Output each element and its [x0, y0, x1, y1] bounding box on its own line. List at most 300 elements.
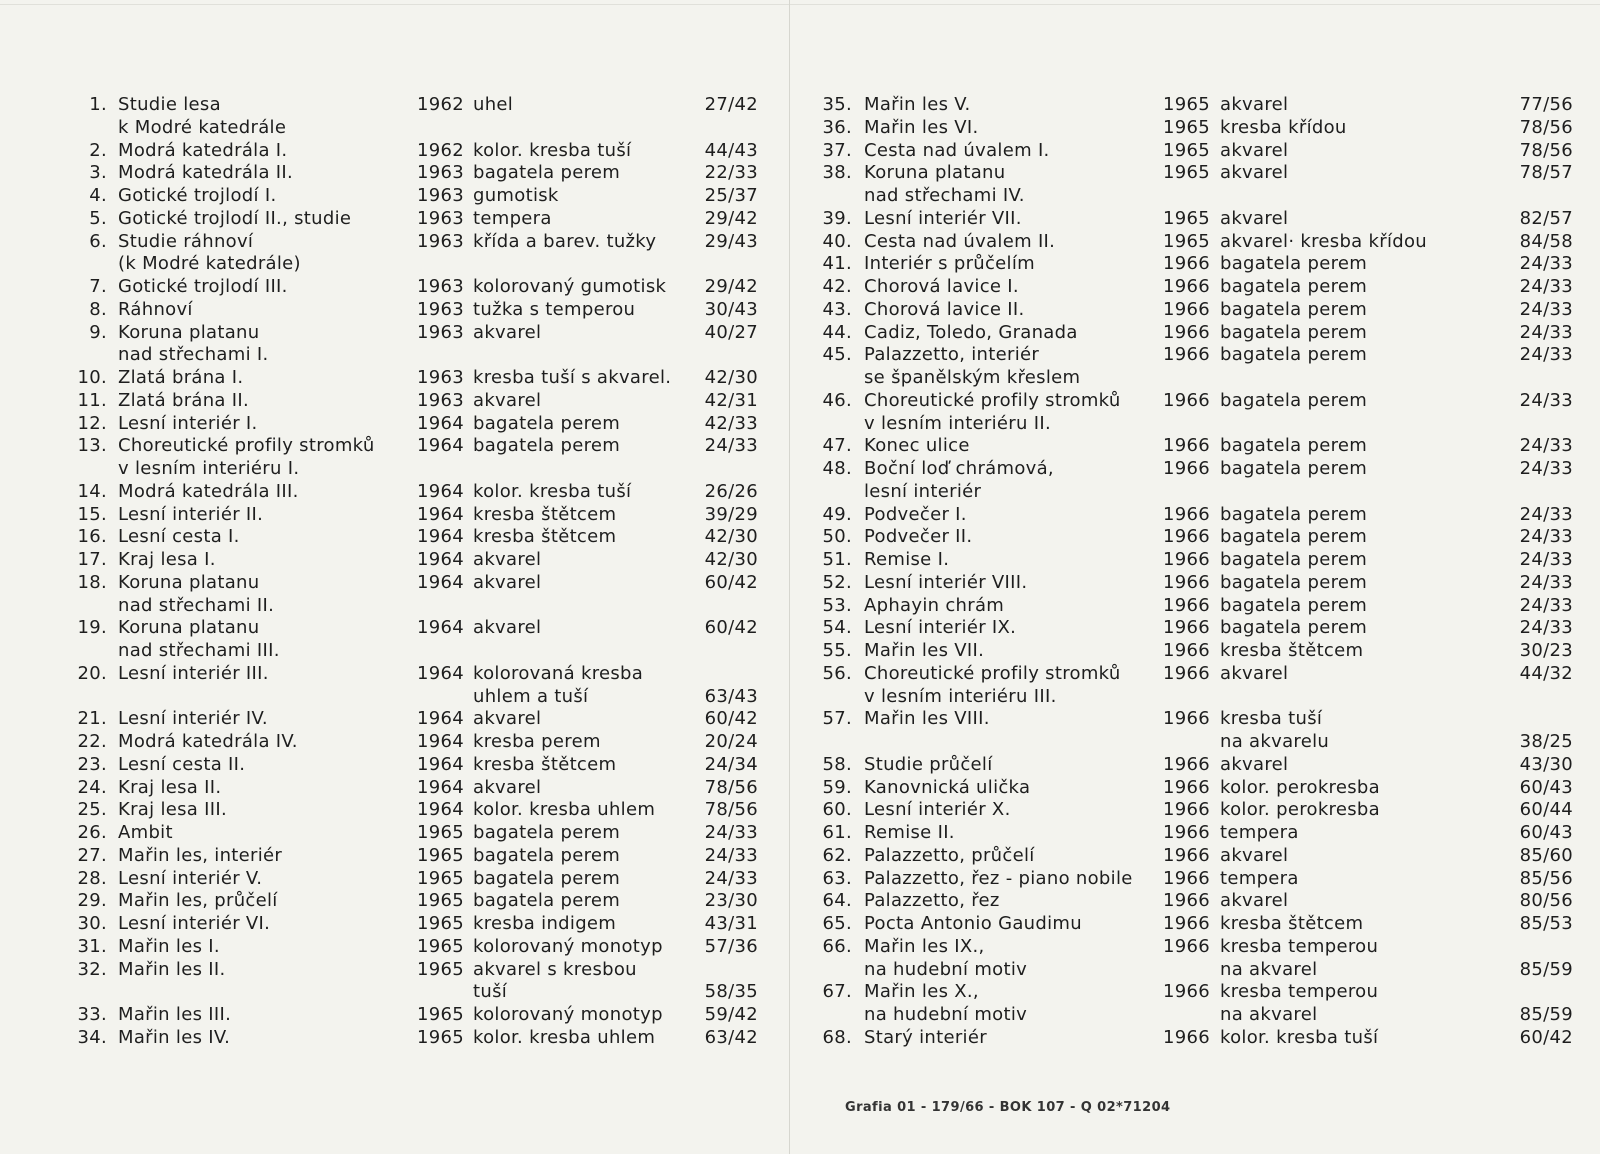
entry-technique: kresba štětcem	[1220, 913, 1364, 934]
entry-title: Choreutické profily stromků	[864, 389, 1121, 411]
entry-size: 78/56	[1519, 116, 1573, 138]
entry-year: 1966	[1163, 549, 1211, 570]
entry-title: Modrá katedrála II.	[118, 162, 294, 184]
entry-title: na hudební motiv	[864, 958, 1028, 980]
entry-title: Chorová lavice II.	[864, 298, 1025, 320]
entry-technique: akvarel	[1220, 139, 1289, 161]
entry-number: 27.	[77, 844, 107, 866]
entry-size: 42/30	[704, 526, 758, 548]
entry-title: Palazzetto, průčelí	[864, 844, 1035, 866]
entry-title: Kraj lesa III.	[118, 799, 228, 821]
entry-year: 1966	[1163, 321, 1211, 343]
entry-year: 1966	[1163, 503, 1211, 525]
entry-year: 1964	[417, 526, 465, 548]
entry-number: 63.	[822, 867, 852, 889]
entry-year: 1966	[1163, 594, 1211, 616]
entry-size: 24/33	[1519, 389, 1573, 411]
entry-title: Remise I.	[864, 549, 950, 570]
entry-number: 25.	[77, 799, 107, 821]
entry-number: 61.	[822, 822, 852, 843]
entry-title: Choreutické profily stromků	[118, 435, 375, 457]
entry-year: 1966	[1163, 571, 1211, 593]
entry-number: 34.	[77, 1026, 107, 1048]
entry-size: 29/42	[704, 276, 758, 297]
entry-number: 44.	[822, 321, 852, 343]
entry-technique: akvarel s kresbou	[473, 958, 637, 980]
entry-year: 1966	[1163, 389, 1211, 411]
entry-number: 56.	[822, 662, 852, 684]
entry-number: 8.	[89, 298, 107, 320]
page-fold	[789, 0, 790, 1154]
entry-title: Mařin les I.	[118, 935, 220, 957]
entry-year: 1965	[417, 867, 465, 889]
entry-year: 1963	[417, 162, 465, 184]
entry-year: 1964	[417, 776, 465, 798]
entry-technique: kolorovaná kresba	[473, 662, 644, 684]
entry-number: 46.	[822, 389, 852, 411]
entry-title: Mařin les VII.	[864, 640, 985, 661]
entry-title: Choreutické profily stromků	[864, 662, 1121, 684]
entry-size: 24/33	[1519, 344, 1573, 366]
entry-number: 47.	[822, 435, 852, 457]
entry-number: 53.	[822, 594, 852, 616]
entry-size: 24/33	[1519, 617, 1573, 639]
entry-year: 1964	[417, 435, 465, 457]
entry-technique: akvarel· kresba křídou	[1220, 230, 1427, 252]
entry-technique: bagatela perem	[473, 412, 621, 434]
entry-size: 77/56	[1519, 94, 1573, 115]
entry-title: lesní interiér	[864, 480, 982, 502]
entry-year: 1965	[417, 1004, 465, 1025]
entry-technique: kresba štětcem	[473, 526, 617, 548]
entry-year: 1964	[417, 708, 465, 730]
entry-size: 78/56	[1519, 139, 1573, 161]
entry-number: 45.	[822, 344, 852, 366]
entry-title: Lesní interiér VI.	[118, 913, 271, 934]
entry-technique: tempera	[1220, 822, 1299, 843]
entry-title: Gotické trojlodí II., studie	[118, 207, 352, 229]
entry-technique: kolorovaný monotyp	[473, 935, 663, 957]
entry-size: 78/56	[704, 799, 758, 821]
entry-year: 1966	[1163, 253, 1211, 275]
entry-number: 57.	[822, 708, 852, 730]
entry-year: 1963	[417, 298, 465, 320]
entry-title: Konec ulice	[864, 435, 970, 457]
entry-technique: akvarel	[473, 321, 542, 343]
entry-number: 7.	[89, 276, 107, 297]
entry-year: 1966	[1163, 617, 1211, 639]
entry-year: 1965	[1163, 116, 1211, 138]
entry-number: 22.	[77, 731, 107, 752]
entry-size: 82/57	[1519, 207, 1573, 229]
entry-technique: bagatela perem	[1220, 594, 1368, 616]
entry-title: Aphayin chrám	[864, 594, 1005, 616]
entry-technique: bagatela perem	[1220, 549, 1368, 570]
entry-title: Modrá katedrála I.	[118, 139, 288, 161]
entry-size: 85/56	[1519, 867, 1573, 889]
entry-title: Lesní interiér VIII.	[864, 571, 1028, 593]
entry-title: Lesní cesta II.	[118, 753, 246, 775]
entry-number: 50.	[822, 526, 852, 548]
entry-size: 24/33	[704, 822, 758, 843]
entry-year: 1964	[417, 571, 465, 593]
entry-title: v lesním interiéru II.	[864, 412, 1051, 434]
entry-size: 24/33	[1519, 276, 1573, 297]
entry-size: 20/24	[704, 731, 758, 752]
entry-size: 27/42	[704, 94, 758, 115]
entry-number: 29.	[77, 890, 107, 912]
entry-size: 30/43	[704, 298, 758, 320]
entry-title: (k Modré katedrále)	[118, 253, 301, 275]
entry-title: Palazzetto, interiér	[864, 344, 1040, 366]
entry-title: Cesta nad úvalem II.	[864, 230, 1056, 252]
entry-technique: tempera	[1220, 867, 1299, 889]
entry-number: 6.	[89, 230, 107, 252]
entry-technique: uhel	[473, 94, 514, 115]
entry-technique: bagatela perem	[1220, 389, 1368, 411]
entry-title: Ráhnoví	[118, 298, 193, 320]
entry-title: Palazzetto, řez	[864, 890, 1000, 912]
entry-technique: kresba temperou	[1220, 935, 1379, 957]
left-page	[0, 0, 790, 1154]
entry-number: 67.	[822, 981, 852, 1003]
entry-technique: bagatela perem	[1220, 298, 1368, 320]
entry-title: Lesní interiér V.	[118, 867, 263, 889]
entry-technique: akvarel	[473, 617, 542, 639]
entry-title: v lesním interiéru I.	[118, 458, 300, 479]
entry-title: Mařin les, průčelí	[118, 890, 278, 912]
entry-title: Mařin les II.	[118, 958, 226, 980]
entry-number: 15.	[77, 503, 107, 525]
entry-technique: kolor. kresba tuší	[1220, 1026, 1379, 1048]
entry-number: 12.	[77, 412, 107, 434]
entry-size: 24/33	[1519, 298, 1573, 320]
entry-year: 1966	[1163, 844, 1211, 866]
entry-number: 9.	[89, 321, 107, 343]
entry-year: 1965	[1163, 230, 1211, 252]
entry-size: 63/42	[704, 1026, 758, 1048]
entry-technique: bagatela perem	[1220, 458, 1368, 479]
entry-size: 44/32	[1519, 662, 1573, 684]
entry-year: 1966	[1163, 458, 1211, 479]
entry-year: 1964	[417, 753, 465, 775]
entry-technique: kresba temperou	[1220, 981, 1379, 1003]
entry-title: Koruna platanu	[118, 321, 260, 343]
entry-size: 85/59	[1519, 1004, 1573, 1025]
entry-title: Modrá katedrála III.	[118, 480, 299, 502]
entry-number: 13.	[77, 435, 107, 457]
entry-year: 1966	[1163, 526, 1211, 548]
entry-title: Mařin les IV.	[118, 1026, 231, 1048]
entry-number: 38.	[822, 162, 852, 184]
entry-year: 1964	[417, 412, 465, 434]
entry-year: 1963	[417, 276, 465, 297]
entry-size: 23/30	[704, 890, 758, 912]
entry-title: nad střechami III.	[118, 640, 280, 661]
entry-year: 1965	[417, 913, 465, 934]
entry-year: 1966	[1163, 435, 1211, 457]
entry-size: 60/42	[704, 708, 758, 730]
entry-title: Palazzetto, řez - piano nobile	[864, 867, 1133, 889]
entry-title: Koruna platanu	[864, 162, 1006, 184]
entry-title: Mařin les X.,	[864, 981, 979, 1003]
entry-year: 1964	[417, 731, 465, 752]
entry-size: 43/31	[704, 913, 758, 934]
entry-title: Studie lesa	[118, 94, 221, 115]
entry-number: 26.	[77, 822, 107, 843]
entry-title: se španělským křeslem	[864, 367, 1081, 388]
entry-size: 24/33	[1519, 435, 1573, 457]
entry-number: 64.	[822, 890, 852, 912]
entry-size: 78/56	[704, 776, 758, 798]
entry-size: 60/42	[1519, 1026, 1573, 1048]
entry-technique: bagatela perem	[1220, 571, 1368, 593]
entry-number: 37.	[822, 139, 852, 161]
entry-year: 1966	[1163, 867, 1211, 889]
entry-number: 54.	[822, 617, 852, 639]
entry-year: 1965	[1163, 207, 1211, 229]
entry-title: Studie ráhnoví	[118, 230, 254, 252]
entry-size: 60/43	[1519, 776, 1573, 798]
entry-technique: bagatela perem	[1220, 526, 1368, 548]
entry-technique: kresba štětcem	[1220, 640, 1364, 661]
entry-year: 1963	[417, 389, 465, 411]
entry-number: 18.	[77, 571, 107, 593]
entry-number: 31.	[77, 935, 107, 957]
entry-year: 1966	[1163, 1026, 1211, 1048]
entry-technique: bagatela perem	[473, 844, 621, 866]
entry-size: 80/56	[1519, 890, 1573, 912]
entry-size: 24/33	[1519, 594, 1573, 616]
entry-size: 85/60	[1519, 844, 1573, 866]
entry-number: 62.	[822, 844, 852, 866]
entry-size: 30/23	[1519, 640, 1573, 661]
entry-title: nad střechami IV.	[864, 185, 1025, 206]
entry-size: 22/33	[704, 162, 758, 184]
entry-year: 1965	[1163, 139, 1211, 161]
entry-technique: kresba tuší	[1220, 708, 1323, 730]
entry-number: 39.	[822, 207, 852, 229]
entry-size: 24/33	[1519, 526, 1573, 548]
entry-technique: kresba indigem	[473, 913, 617, 934]
entry-technique: kresba perem	[473, 731, 601, 752]
entry-number: 43.	[822, 298, 852, 320]
entry-technique: kresba křídou	[1220, 116, 1347, 138]
entry-title: Kanovnická ulička	[864, 776, 1031, 798]
entry-size: 59/42	[704, 1004, 758, 1025]
entry-year: 1963	[417, 321, 465, 343]
entry-year: 1962	[417, 139, 465, 161]
entry-title: nad střechami I.	[118, 344, 269, 366]
entry-technique: na akvarel	[1220, 958, 1318, 980]
entry-title: Boční loď chrámová,	[864, 458, 1054, 479]
entry-title: Lesní interiér I.	[118, 412, 258, 434]
entry-technique: uhlem a tuší	[473, 685, 589, 707]
entry-technique: tužka s temperou	[473, 298, 636, 320]
entry-technique: bagatela perem	[473, 890, 621, 912]
entry-number: 66.	[822, 935, 852, 957]
entry-title: Koruna platanu	[118, 617, 260, 639]
entry-technique: bagatela perem	[1220, 503, 1368, 525]
entry-technique: křída a barev. tužky	[473, 230, 657, 252]
entry-year: 1966	[1163, 913, 1211, 934]
entry-technique: na akvarel	[1220, 1004, 1318, 1025]
entry-number: 10.	[77, 367, 107, 388]
entry-technique: na akvarelu	[1220, 731, 1330, 752]
entry-title: Lesní interiér III.	[118, 662, 269, 684]
entry-year: 1964	[417, 662, 465, 684]
entry-size: 24/33	[1519, 571, 1573, 593]
entry-technique: kresba štětcem	[473, 753, 617, 775]
entry-title: Studie průčelí	[864, 753, 993, 775]
entry-year: 1966	[1163, 981, 1211, 1003]
entry-number: 4.	[89, 185, 107, 206]
entry-technique: kolorovaný gumotisk	[473, 276, 667, 297]
entry-number: 23.	[77, 753, 107, 775]
entry-size: 43/30	[1519, 753, 1573, 775]
entry-title: k Modré katedrále	[118, 116, 287, 138]
entry-technique: tuší	[473, 981, 508, 1003]
entry-size: 40/27	[704, 321, 758, 343]
entry-technique: bagatela perem	[1220, 276, 1368, 297]
entry-year: 1966	[1163, 799, 1211, 821]
entry-year: 1962	[417, 94, 465, 115]
entry-number: 32.	[77, 958, 107, 980]
entry-title: Chorová lavice I.	[864, 276, 1019, 297]
entry-number: 41.	[822, 253, 852, 275]
entry-title: Lesní interiér IV.	[118, 708, 268, 730]
entry-year: 1966	[1163, 935, 1211, 957]
entry-year: 1966	[1163, 890, 1211, 912]
entry-size: 29/42	[704, 207, 758, 229]
entry-title: Ambit	[118, 822, 173, 843]
entry-year: 1964	[417, 503, 465, 525]
entry-number: 11.	[77, 389, 107, 411]
entry-year: 1963	[417, 367, 465, 388]
entry-number: 60.	[822, 799, 852, 821]
entry-size: 42/30	[704, 367, 758, 388]
entry-title: Gotické trojlodí III.	[118, 276, 288, 297]
entry-year: 1965	[417, 844, 465, 866]
entry-year: 1966	[1163, 753, 1211, 775]
entry-year: 1963	[417, 207, 465, 229]
entry-number: 49.	[822, 503, 852, 525]
entry-size: 39/29	[704, 503, 758, 525]
entry-size: 42/33	[704, 412, 758, 434]
entry-number: 20.	[77, 662, 107, 684]
entry-technique: akvarel	[1220, 94, 1289, 115]
entry-title: Mařin les, interiér	[118, 844, 283, 866]
entry-year: 1965	[417, 822, 465, 843]
entry-size: 85/59	[1519, 958, 1573, 980]
entry-number: 2.	[89, 139, 107, 161]
entry-year: 1964	[417, 480, 465, 502]
entry-size: 63/43	[704, 685, 758, 707]
entry-year: 1966	[1163, 640, 1211, 661]
entry-technique: akvarel	[1220, 844, 1289, 866]
entry-technique: kolor. kresba uhlem	[473, 799, 656, 821]
entry-title: v lesním interiéru III.	[864, 685, 1057, 707]
entry-size: 24/33	[704, 435, 758, 457]
entry-number: 5.	[89, 207, 107, 229]
entry-year: 1964	[417, 799, 465, 821]
entry-year: 1966	[1163, 276, 1211, 297]
entry-title: Mařin les VI.	[864, 116, 979, 138]
entry-title: Modrá katedrála IV.	[118, 731, 298, 752]
entry-number: 42.	[822, 276, 852, 297]
entry-year: 1965	[417, 935, 465, 957]
entry-number: 36.	[822, 116, 852, 138]
entry-size: 25/37	[704, 185, 758, 206]
entry-technique: akvarel	[1220, 753, 1289, 775]
printer-imprint: Grafia 01 - 179/66 - BOK 107 - Q 02*71204	[845, 1100, 1171, 1115]
entry-size: 85/53	[1519, 913, 1573, 934]
entry-number: 58.	[822, 753, 852, 775]
entry-number: 52.	[822, 571, 852, 593]
entry-technique: kolor. kresba tuší	[473, 139, 632, 161]
entry-title: Lesní cesta I.	[118, 526, 240, 548]
entry-technique: akvarel	[1220, 207, 1289, 229]
entry-technique: kolor. kresba tuší	[473, 480, 632, 502]
entry-technique: akvarel	[1220, 890, 1289, 912]
entry-number: 1.	[89, 94, 107, 115]
entry-number: 55.	[822, 640, 852, 661]
entry-technique: akvarel	[473, 549, 542, 570]
entry-size: 42/31	[704, 389, 758, 411]
entry-size: 60/43	[1519, 822, 1573, 843]
entry-technique: bagatela perem	[473, 822, 621, 843]
entry-year: 1965	[1163, 162, 1211, 184]
entry-number: 14.	[77, 480, 107, 502]
entry-size: 57/36	[704, 935, 758, 957]
entry-size: 26/26	[704, 480, 758, 502]
entry-size: 38/25	[1519, 731, 1573, 752]
entry-number: 21.	[77, 708, 107, 730]
entry-year: 1965	[1163, 94, 1211, 115]
entry-technique: bagatela perem	[1220, 321, 1368, 343]
entry-title: Cesta nad úvalem I.	[864, 139, 1050, 161]
entry-number: 35.	[822, 94, 852, 115]
entry-technique: kolor. perokresba	[1220, 799, 1380, 821]
entry-technique: akvarel	[473, 708, 542, 730]
entry-size: 24/33	[1519, 458, 1573, 479]
entry-size: 24/33	[1519, 503, 1573, 525]
entry-number: 24.	[77, 776, 107, 798]
entry-technique: bagatela perem	[1220, 253, 1368, 275]
entry-size: 29/43	[704, 230, 758, 252]
entry-number: 30.	[77, 913, 107, 934]
entry-year: 1965	[417, 890, 465, 912]
entry-technique: tempera	[473, 207, 552, 229]
entry-number: 68.	[822, 1026, 852, 1048]
entry-technique: akvarel	[1220, 162, 1289, 184]
entry-title: na hudební motiv	[864, 1004, 1028, 1025]
entry-size: 42/30	[704, 549, 758, 570]
entry-number: 19.	[77, 617, 107, 639]
entry-technique: akvarel	[473, 389, 542, 411]
entry-title: Lesní interiér VII.	[864, 207, 1022, 229]
entry-size: 24/33	[704, 867, 758, 889]
entry-year: 1965	[417, 958, 465, 980]
entry-technique: bagatela perem	[473, 162, 621, 184]
entry-number: 51.	[822, 549, 852, 570]
entry-size: 58/35	[704, 981, 758, 1003]
entry-number: 48.	[822, 458, 852, 479]
entry-title: Podvečer I.	[864, 503, 967, 525]
entry-size: 24/33	[1519, 253, 1573, 275]
entry-technique: akvarel	[473, 571, 542, 593]
entry-title: Lesní interiér IX.	[864, 617, 1017, 639]
